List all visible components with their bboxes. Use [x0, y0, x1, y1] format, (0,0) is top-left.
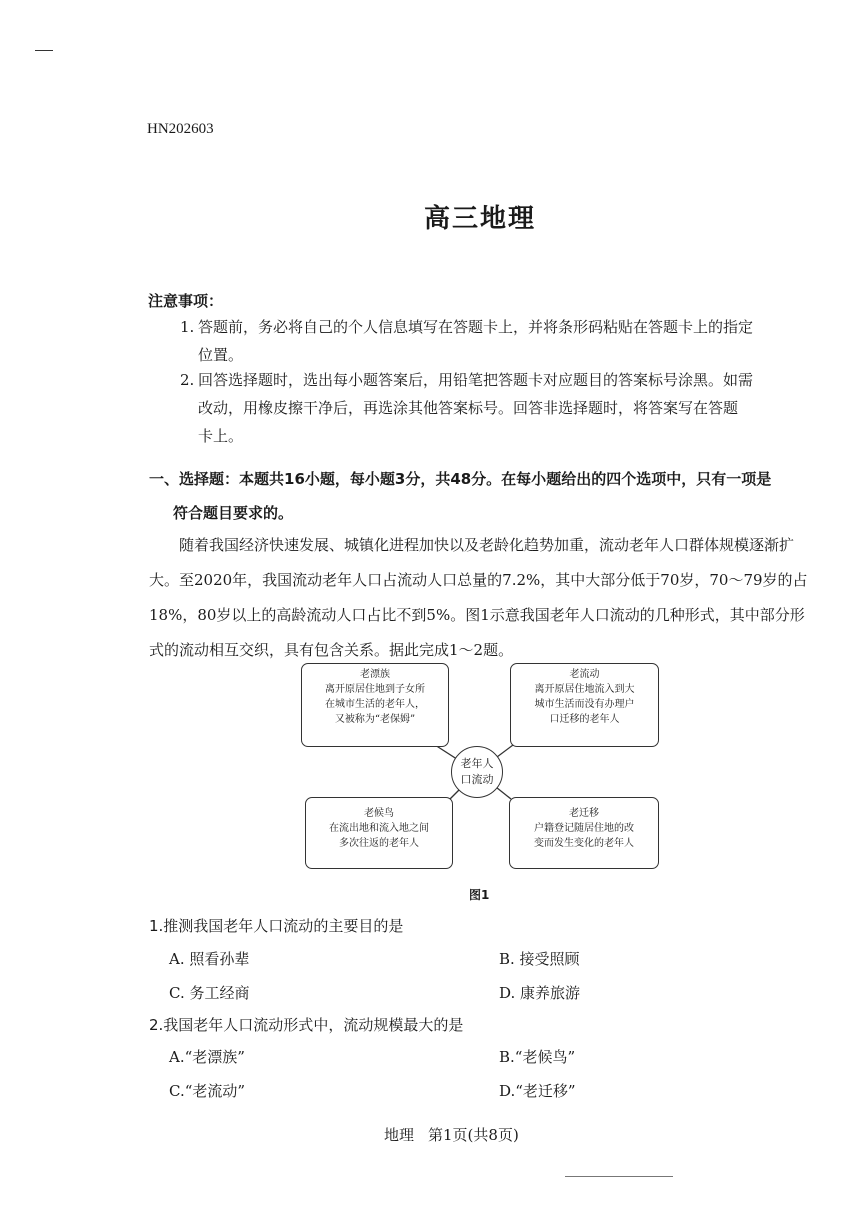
q1-option-b: B. 接受照顾 [499, 950, 580, 968]
footer-page: 第1页(共8页) [428, 1126, 519, 1144]
notice-text: 位置。 [198, 346, 244, 364]
box-title: 老流动 [569, 669, 600, 680]
box-title: 老迁移 [569, 808, 599, 819]
q1-option-d: D. 康养旅游 [499, 984, 581, 1002]
box-line: 离开原居住地流入到大 [534, 684, 635, 695]
top-mark [35, 50, 53, 51]
page-footer [384, 1124, 533, 1145]
intro-paragraph: 随着我国经济快速发展、城镇化进程加快以及老龄化趋势加重，流动老年人口群体规模逐渐扩大。至2020年，我国流动老年人口占流动人口总量的7.2%，其中大部分低于70岁，70～79岁的占18%，80岁以上的高龄流动人口占比不到5%。图1示意我国老年人口流动的几种形式，其中部分形式的流动相互交织，具有包含关系。据此完成1～2题。 [149, 536, 808, 659]
q1-option-a: A. 照看孙辈 [169, 950, 250, 968]
notice-num: 1. [180, 318, 195, 336]
bottom-rule [565, 1176, 673, 1177]
footer-subject: 地理 [384, 1126, 415, 1144]
box-lao-qian-yi [509, 797, 659, 869]
box-line: 户籍登记随居住地的改 [534, 823, 634, 834]
box-lao-piao-zu [301, 663, 449, 747]
box-lao-hou-niao [305, 797, 453, 869]
figure-diagram [300, 660, 660, 872]
notice-num: 2. [180, 371, 195, 389]
section-heading [149, 462, 819, 530]
section-line: 符合题目要求的。 [173, 504, 294, 522]
question-1-stem: 1.推测我国老年人口流动的主要目的是 [149, 917, 404, 935]
center-line: 老年人 [460, 757, 494, 770]
section-line: 一、选择题：本题共16小题，每小题3分，共48分。在每小题给出的四个选项中，只有一项是 [149, 470, 772, 488]
box-line: 城市生活而没有办理户 [534, 699, 635, 710]
figure-caption: 图1 [469, 888, 490, 902]
notice-text: 卡上。 [198, 427, 244, 445]
center-line: 口流动 [460, 773, 494, 786]
box-lao-liu-dong [510, 663, 659, 747]
exam-code: HN202603 [147, 121, 214, 137]
notice-text: 改动，用橡皮擦干净后，再选涂其他答案标号。回答非选择题时，将答案写在答题 [198, 399, 739, 417]
q2-option-c: C.“老流动” [169, 1082, 246, 1100]
page-title: 高三地理 [423, 204, 536, 234]
q1-option-c: C. 务工经商 [169, 984, 250, 1002]
box-line: 又被称为“老保姆” [334, 714, 416, 725]
box-line: 离开原居住地到子女所 [325, 684, 425, 695]
box-line: 在流出地和流入地之间 [329, 823, 429, 834]
question-2-stem: 2.我国老年人口流动形式中，流动规模最大的是 [149, 1016, 464, 1034]
q2-option-d: D.“老迁移” [499, 1082, 576, 1100]
center-node [451, 746, 503, 798]
notice-text: 答题前，务必将自己的个人信息填写在答题卡上，并将条形码粘贴在答题卡上的指定 [198, 318, 754, 336]
q2-option-a: A.“老漂族” [169, 1048, 245, 1066]
box-line: 多次往返的老年人 [339, 838, 419, 849]
notice-item-1 [180, 313, 816, 369]
box-line: 口迁移的老年人 [549, 714, 620, 725]
box-title: 老漂族 [360, 669, 390, 680]
notice-heading: 注意事项： [148, 292, 224, 310]
box-line: 变而发生变化的老年人 [534, 838, 634, 849]
notice-text: 回答选择题时，选出每小题答案后，用铅笔把答题卡对应题目的答案标号涂黑。如需 [198, 371, 754, 389]
q2-option-b: B.“老候鸟” [499, 1048, 576, 1066]
box-line: 在城市生活的老年人， [325, 699, 425, 710]
box-title: 老候鸟 [364, 808, 394, 819]
notice-item-2 [180, 366, 816, 450]
